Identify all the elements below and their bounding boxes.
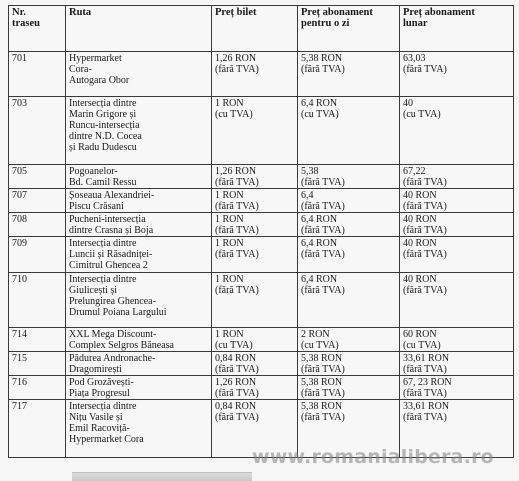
cell-pret-abonament-zi-line: (fără TVA) [301, 364, 345, 375]
cell-pret-bilet-line: (fără TVA) [215, 177, 259, 188]
cell-ruta [66, 213, 212, 237]
cell-pret-abonament-zi-line: 5,38 RON [301, 401, 343, 412]
cell-ruta [66, 273, 212, 328]
cell-pret-bilet-line: 1 RON [215, 214, 244, 225]
header-ruta: Ruta [66, 6, 212, 52]
cell-ruta-line: Pod Grozăvești- [69, 377, 134, 388]
cell-pret-abonament-lunar-line: 40 [403, 98, 413, 109]
table-row [9, 165, 514, 189]
cell-pret-abonament-zi-line: (fără TVA) [301, 225, 345, 236]
cell-pret-abonament-lunar-line: 67, 23 RON [403, 377, 452, 388]
cell-pret-abonament-lunar-line: (fără TVA) [403, 249, 447, 260]
header-pret-abonament-lunar: Preț abonament lunar [400, 6, 514, 52]
bus-routes-table [8, 5, 514, 458]
cell-ruta-line: Autogara Obor [69, 75, 130, 86]
cell-pret-abonament-lunar-line: (fără TVA) [403, 201, 447, 212]
cell-pret-abonament-lunar-line: (fără TVA) [403, 177, 447, 188]
cell-pret-abonament-lunar [400, 213, 514, 237]
cell-pret-abonament-lunar-line: (fără TVA) [403, 285, 447, 296]
cell-ruta-line: Nițu Vasile și [69, 412, 123, 423]
cell-pret-bilet-line: (cu TVA) [215, 109, 253, 120]
cell-ruta [66, 376, 212, 400]
cell-pret-bilet [212, 376, 298, 400]
cell-ruta-line: dintre Crasna și Boja [69, 225, 154, 236]
cell-ruta-line: Luncii și Răsadniței- [69, 249, 153, 260]
cell-pret-abonament-zi-line: (fără TVA) [301, 412, 345, 423]
table-row [9, 189, 514, 213]
cell-ruta-line: Prelungirea Ghencea- [69, 296, 156, 307]
header-nr-traseu: Nr. traseu [9, 6, 66, 52]
cell-pret-abonament-lunar [400, 328, 514, 352]
cell-pret-abonament-lunar-line: 40 RON [403, 274, 437, 285]
cell-ruta-line: Cimitrul Ghencea 2 [69, 260, 148, 271]
cell-pret-abonament-lunar-line: (fără TVA) [403, 388, 447, 399]
cell-pret-abonament-zi-line: (cu TVA) [301, 340, 339, 351]
header-pret-bilet: Preț bilet [212, 6, 298, 52]
cell-nr-traseu: 707 [9, 189, 66, 213]
cell-pret-bilet [212, 237, 298, 273]
cell-pret-abonament-zi-line: 6,4 RON [301, 214, 338, 225]
cell-pret-abonament-lunar [400, 376, 514, 400]
cell-ruta-line: Giulicești și [69, 285, 118, 296]
cell-pret-abonament-zi-line: 6,4 RON [301, 238, 338, 249]
cell-pret-abonament-lunar [400, 165, 514, 189]
cell-pret-bilet-line: 0,84 RON [215, 401, 257, 412]
cell-pret-bilet-line: 1,26 RON [215, 377, 257, 388]
cell-pret-bilet [212, 189, 298, 213]
cell-pret-abonament-lunar-line: (cu TVA) [403, 340, 441, 351]
cell-ruta-line: Cora- [69, 64, 92, 75]
cell-pret-abonament-zi-line: (fără TVA) [301, 64, 345, 75]
cell-pret-abonament-lunar-line: 33,61 RON [403, 353, 450, 364]
cell-pret-bilet-line: (fără TVA) [215, 225, 259, 236]
cell-nr-traseu: 717 [9, 400, 66, 458]
cell-ruta-line: Hypermarket Cora [69, 434, 144, 445]
cell-pret-bilet-line: 1 RON [215, 238, 244, 249]
cell-pret-abonament-zi [298, 165, 400, 189]
cell-pret-bilet-line: (fără TVA) [215, 364, 259, 375]
cell-pret-abonament-zi-line: 5,38 RON [301, 353, 343, 364]
cell-ruta-line: Intersecția dintre [69, 98, 137, 109]
cell-pret-abonament-zi [298, 97, 400, 165]
cell-ruta [66, 237, 212, 273]
cell-pret-abonament-zi-line: 6,4 RON [301, 274, 338, 285]
table-row [9, 376, 514, 400]
cell-ruta-line: dintre N.D. Cocea [69, 131, 142, 142]
cell-pret-bilet [212, 97, 298, 165]
cell-ruta-line: Intersecția dintre [69, 274, 137, 285]
cell-ruta [66, 328, 212, 352]
cell-pret-abonament-zi [298, 352, 400, 376]
cell-pret-bilet-line: 1 RON [215, 98, 244, 109]
cell-pret-bilet-line: (fără TVA) [215, 412, 259, 423]
cell-pret-bilet-line: 1 RON [215, 274, 244, 285]
cell-ruta-line: Intersecția dintre [69, 238, 137, 249]
cell-pret-abonament-zi-line: 5,38 RON [301, 53, 343, 64]
cell-ruta-line: Emil Racoviță- [69, 423, 130, 434]
cell-pret-abonament-lunar-line: (fără TVA) [403, 364, 447, 375]
cell-ruta-line: Piscu Crăsani [69, 201, 124, 212]
cell-ruta-line: Piața Progresul [69, 388, 130, 399]
cell-nr-traseu: 716 [9, 376, 66, 400]
cell-pret-bilet-line: (fără TVA) [215, 64, 259, 75]
cell-pret-abonament-zi-line: 2 RON [301, 329, 330, 340]
cell-nr-traseu: 705 [9, 165, 66, 189]
cell-pret-abonament-zi-line: 6,4 RON [301, 98, 338, 109]
cell-pret-abonament-lunar-line: 60 RON [403, 329, 437, 340]
cell-pret-bilet-line: 1 RON [215, 190, 244, 201]
cell-pret-abonament-zi [298, 273, 400, 328]
cell-ruta-line: Dragomirești [69, 364, 122, 375]
cell-pret-bilet-line: (fără TVA) [215, 249, 259, 260]
cell-pret-abonament-lunar-line: 40 RON [403, 214, 437, 225]
cell-pret-abonament-zi-line: (cu TVA) [301, 109, 339, 120]
cell-pret-abonament-lunar [400, 352, 514, 376]
cell-pret-abonament-zi [298, 237, 400, 273]
cell-pret-bilet-line: (fără TVA) [215, 388, 259, 399]
table-body [9, 52, 514, 458]
cell-pret-abonament-lunar-line: 40 RON [403, 238, 437, 249]
cell-pret-bilet [212, 165, 298, 189]
cell-ruta-line: Marin Grigore și [69, 109, 137, 120]
cell-ruta [66, 352, 212, 376]
cell-nr-traseu: 714 [9, 328, 66, 352]
cell-pret-abonament-lunar-line: (fără TVA) [403, 225, 447, 236]
cell-nr-traseu: 703 [9, 97, 66, 165]
cell-pret-abonament-lunar [400, 97, 514, 165]
table-row [9, 237, 514, 273]
table-header-row [9, 6, 514, 52]
cell-pret-bilet-line: (fără TVA) [215, 285, 259, 296]
cell-pret-abonament-zi-line: 6,4 [301, 190, 314, 201]
cell-nr-traseu: 708 [9, 213, 66, 237]
cell-pret-abonament-zi-line: (fără TVA) [301, 388, 345, 399]
table-row [9, 352, 514, 376]
table-row [9, 52, 514, 97]
cell-nr-traseu: 701 [9, 52, 66, 97]
cell-pret-bilet [212, 352, 298, 376]
cell-ruta-line: Runcu-intersecția [69, 120, 140, 131]
cell-ruta-line: Complex Selgros Băneasa [69, 340, 174, 351]
cell-ruta [66, 400, 212, 458]
cell-pret-abonament-zi-line: 5,38 RON [301, 377, 343, 388]
cell-pret-bilet [212, 52, 298, 97]
table-row [9, 328, 514, 352]
cell-pret-bilet [212, 213, 298, 237]
cell-pret-bilet [212, 273, 298, 328]
cell-pret-bilet [212, 328, 298, 352]
cell-pret-abonament-zi-line: 5,38 [301, 166, 319, 177]
cell-pret-abonament-lunar [400, 52, 514, 97]
cell-pret-abonament-zi-line: (fără TVA) [301, 177, 345, 188]
cell-ruta-line: Pogoanelor- [69, 166, 118, 177]
cell-pret-abonament-lunar [400, 189, 514, 213]
cell-ruta [66, 189, 212, 213]
cell-ruta-line: Bd. Camil Ressu [69, 177, 137, 188]
cell-ruta-line: Pucheni-intersecția [69, 214, 146, 225]
cell-pret-abonament-zi [298, 376, 400, 400]
cell-pret-abonament-lunar-line: 63,03 [403, 53, 426, 64]
cell-pret-abonament-lunar [400, 237, 514, 273]
header-pret-abonament-zi: Preț abonament pentru o zi [298, 6, 400, 52]
cell-pret-abonament-zi-line: (fără TVA) [301, 249, 345, 260]
cell-pret-abonament-zi [298, 213, 400, 237]
cell-ruta-line: Drumul Poiana Largului [69, 307, 167, 318]
table-row [9, 213, 514, 237]
cell-pret-bilet-line: (fără TVA) [215, 201, 259, 212]
cell-pret-bilet-line: (cu TVA) [215, 340, 253, 351]
cell-ruta [66, 165, 212, 189]
table-row [9, 273, 514, 328]
cell-ruta-line: Intersecția dintre [69, 401, 137, 412]
cell-ruta [66, 97, 212, 165]
table-row [9, 97, 514, 165]
cell-pret-abonament-lunar [400, 273, 514, 328]
cell-ruta [66, 52, 212, 97]
cell-pret-abonament-lunar-line: 33,61 RON [403, 401, 450, 412]
cell-ruta-line: Șoseaua Alexandriei- [69, 190, 155, 201]
cell-pret-bilet-line: 1,26 RON [215, 166, 257, 177]
cell-pret-abonament-lunar-line: (fără TVA) [403, 64, 447, 75]
cell-pret-bilet-line: 1,26 RON [215, 53, 257, 64]
cell-nr-traseu: 715 [9, 352, 66, 376]
cell-pret-abonament-lunar-line: 67,22 [403, 166, 426, 177]
watermark-text: www.romanialibera.ro [252, 446, 494, 468]
cell-pret-abonament-zi-line: (fără TVA) [301, 285, 345, 296]
cell-pret-abonament-lunar-line: (cu TVA) [403, 109, 441, 120]
cell-pret-bilet-line: 0,84 RON [215, 353, 257, 364]
cell-ruta-line: XXL Mega Discount- [69, 329, 157, 340]
cell-nr-traseu: 710 [9, 273, 66, 328]
cell-nr-traseu: 709 [9, 237, 66, 273]
cell-ruta-line: Hypermarket [69, 53, 122, 64]
cell-pret-abonament-zi [298, 52, 400, 97]
cell-pret-abonament-lunar-line: (fără TVA) [403, 412, 447, 423]
cell-pret-abonament-lunar-line: 40 RON [403, 190, 437, 201]
cell-pret-abonament-zi-line: (fără TVA) [301, 201, 345, 212]
cell-pret-abonament-zi [298, 189, 400, 213]
cell-ruta-line: și Radu Dudescu [69, 142, 137, 153]
cell-pret-bilet-line: 1 RON [215, 329, 244, 340]
cell-pret-abonament-zi [298, 328, 400, 352]
cell-ruta-line: Pădurea Andronache- [69, 353, 156, 364]
